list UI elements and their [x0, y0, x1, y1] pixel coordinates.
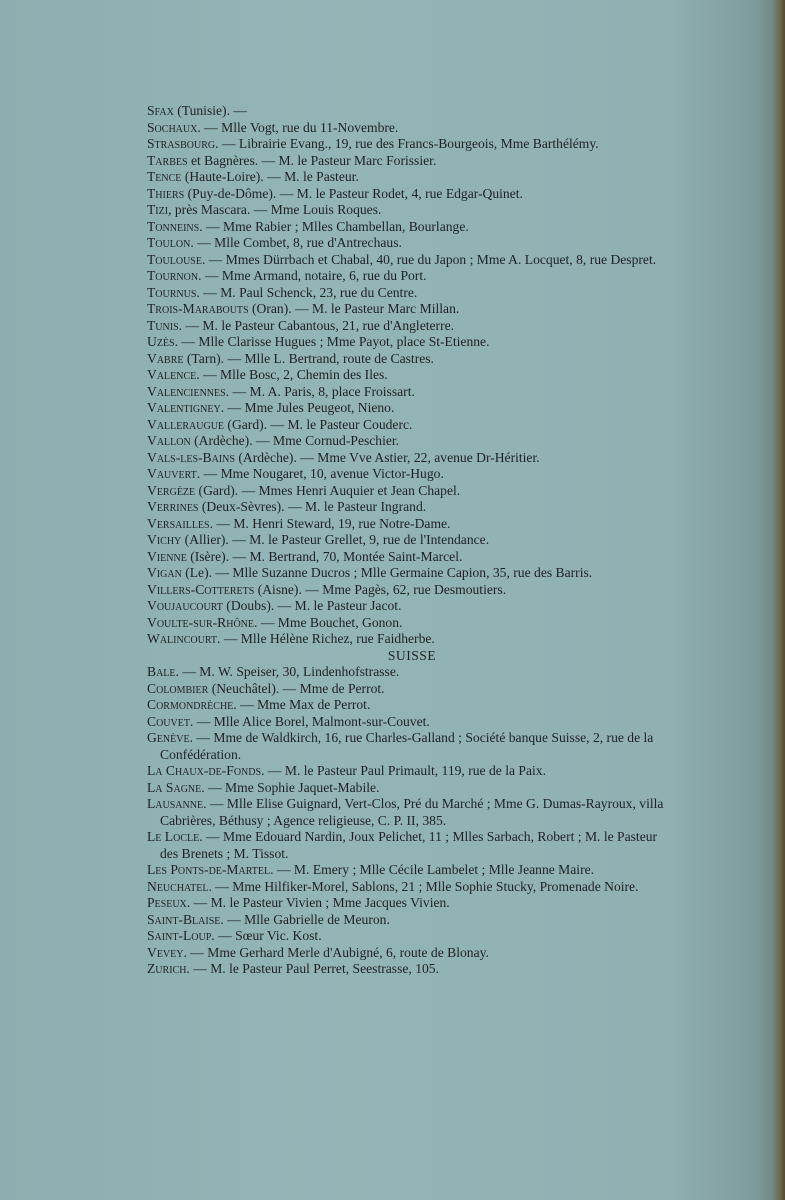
- entry-place: Valleraugue: [147, 416, 225, 432]
- entry-place: Tournus: [147, 284, 197, 300]
- entry-place: Villers-Cotterets: [147, 581, 255, 597]
- entry-details: . — Mme de Waldkirch, 16, rue Charles-Galland ; Société banque Suisse, 2, rue de la Confédération.: [160, 730, 654, 762]
- entry-details: . — Mme Hilfiker-Morel, Sablons, 21 ; Mlle Sophie Stucky, Promenade Noire.: [208, 878, 639, 894]
- entry-details: (Le). — Mlle Suzanne Ducros ; Mlle Germaine Capion, 35, rue des Barris.: [181, 565, 593, 580]
- directory-entry: [147, 565, 677, 582]
- directory-entry: [147, 763, 677, 780]
- entry-details: (Deux-Sèvres). — M. le Pasteur Ingrand.: [198, 499, 427, 514]
- entry-place: Tunis: [147, 317, 179, 333]
- entry-place: Bale: [147, 664, 176, 679]
- entry-details: (Puy-de-Dôme). — M. le Pasteur Rodet, 4, rue Edgar-Quinet.: [184, 185, 523, 201]
- entry-place: La Chaux-de-Fonds: [147, 763, 262, 778]
- directory-entry: [147, 103, 677, 120]
- entry-details: . — Mlle Gabrielle de Meuron.: [220, 911, 390, 927]
- suisse-entries: [147, 664, 677, 978]
- entry-details: . — M. Emery ; Mlle Cécile Lambelet ; Mlle Jeanne Maire.: [270, 862, 595, 877]
- entry-details: . — Mmes Dürrbach et Chabal, 40, rue du Japon ; Mme A. Locquet, 8, rue Despret.: [201, 251, 657, 267]
- directory-entry: [147, 400, 677, 417]
- entry-place: Genève: [147, 730, 190, 745]
- directory-entry: [147, 136, 677, 153]
- entry-place: Vichy: [147, 532, 182, 547]
- directory-entry: [147, 367, 677, 384]
- entry-place: Toulouse: [147, 251, 202, 267]
- entry-place: Trois-Marabouts: [147, 301, 249, 316]
- entry-place: Vevey: [147, 944, 184, 960]
- entry-place: Uzès: [147, 334, 175, 349]
- directory-entry: [147, 169, 677, 186]
- directory-entry: [147, 417, 677, 434]
- entry-details: (Allier). — M. le Pasteur Grellet, 9, rue de l'Intendance.: [181, 532, 490, 547]
- directory-entry: [147, 120, 677, 137]
- entry-place: Neuchatel: [147, 878, 209, 894]
- entry-place: Saint-Blaise: [147, 911, 221, 927]
- directory-entry: [147, 829, 677, 862]
- entry-details: . — Mlle Bosc, 2, Chemin des Iles.: [196, 367, 388, 382]
- directory-entry: [147, 301, 677, 318]
- entry-place: Verrines: [147, 499, 199, 514]
- entry-details: . — Mme Nougaret, 10, avenue Victor-Hugo.: [196, 466, 444, 481]
- entry-place: Vienne: [147, 548, 187, 564]
- directory-entry: [147, 219, 677, 236]
- entry-place: La Sagne: [147, 779, 202, 795]
- entry-details: . — M. le Pasteur Paul Perret, Seestrasse, 105.: [186, 961, 439, 976]
- entry-details: (Gard). — M. le Pasteur Couderc.: [224, 416, 413, 432]
- entry-details: . — M. Paul Schenck, 23, rue du Centre.: [196, 284, 418, 300]
- entry-details: . — Mme Armand, notaire, 6, rue du Port.: [198, 268, 427, 283]
- entry-details: (Tarn). — Mlle L. Bertrand, route de Castres.: [183, 350, 434, 366]
- directory-entry: [147, 433, 677, 450]
- entry-place: Cormondrèche: [147, 697, 234, 712]
- directory-entry: [147, 598, 677, 615]
- entry-details: . — M. le Pasteur Cabantous, 21, rue d'Angleterre.: [178, 317, 455, 333]
- entry-details: . — Mlle Combet, 8, rue d'Antrechaus.: [190, 235, 402, 250]
- entry-details: (Neuchâtel). — Mme de Perrot.: [208, 680, 385, 696]
- entry-place: Walincourt: [147, 631, 218, 646]
- entry-details: , près Mascara. — Mme Louis Roques.: [168, 202, 382, 217]
- entry-place: Sochaux: [147, 119, 198, 135]
- entry-place: Valence: [147, 367, 197, 382]
- directory-entry: [147, 895, 677, 912]
- directory-entry: [147, 615, 677, 632]
- directory-entry: [147, 318, 677, 335]
- entry-details: (Doubs). — M. le Pasteur Jacot.: [222, 598, 402, 613]
- entry-place: Vabre: [147, 350, 184, 366]
- entry-details: . — Mlle Elise Guignard, Vert-Clos, Pré du Marché ; Mme G. Dumas-Rayroux, villa Cabrières, Béthusy ; Agence religieuse, C. P. II, 385.: [160, 796, 664, 828]
- entry-details: . — M. W. Speiser, 30, Lindenhofstrasse.: [175, 664, 400, 679]
- entry-place: Strasbourg: [147, 136, 216, 151]
- entry-details: (Ardèche). — Mme Cornud-Peschier.: [190, 433, 400, 448]
- entry-place: Peseux: [147, 895, 187, 910]
- directory-entry: [147, 961, 677, 978]
- entry-place: Toulon: [147, 235, 191, 250]
- entry-place: Vallon: [147, 433, 191, 448]
- directory-entry: [147, 862, 677, 879]
- directory-entry: [147, 631, 677, 648]
- entry-details: . — Mme Bouchet, Gonon.: [254, 614, 403, 630]
- entry-place: Tarbes: [147, 152, 188, 168]
- directory-entry: [147, 384, 677, 401]
- directory-entry: [147, 928, 677, 945]
- entry-details: . — M. Henri Steward, 19, rue Notre-Dame.: [209, 515, 451, 531]
- directory-entry: [147, 664, 677, 681]
- directory-entry: [147, 499, 677, 516]
- entry-details: . — Mlle Alice Borel, Malmont-sur-Couvet.: [189, 713, 430, 729]
- directory-entry: [147, 351, 677, 368]
- directory-entry: [147, 532, 677, 549]
- entry-details: (Haute-Loire). — M. le Pasteur.: [181, 169, 359, 184]
- section-heading-suisse: SUISSE: [387, 647, 437, 663]
- directory-list: [147, 103, 677, 978]
- entry-details: . — Mlle Vogt, rue du 11-Novembre.: [197, 119, 399, 135]
- directory-entry: [147, 879, 677, 896]
- directory-entry: [147, 235, 677, 252]
- directory-entry: [147, 186, 677, 203]
- entry-details: . — M. le Pasteur Vivien ; Mme Jacques Vivien.: [186, 895, 450, 910]
- directory-entry: [147, 202, 677, 219]
- entry-place: Tournon: [147, 268, 199, 283]
- entry-details: . — Mme Edouard Nardin, Joux Pelichet, 11 ; Mlles Sarbach, Robert ; M. le Pasteur des Brenets ; M. Tissot.: [160, 829, 658, 861]
- directory-entry: [147, 268, 677, 285]
- entry-details: . — Mlle Clarisse Hugues ; Mme Payot, place St-Etienne.: [174, 334, 490, 349]
- directory-entry: [147, 450, 677, 467]
- directory-entry: [147, 334, 677, 351]
- entry-details: (Ardèche). — Mme Vve Astier, 22, avenue Dr-Héritier.: [234, 449, 540, 465]
- directory-entry: [147, 285, 677, 302]
- entry-details: (Tunisie). —: [173, 103, 247, 118]
- entry-details: (Gard). — Mmes Henri Auquier et Jean Chapel.: [195, 482, 461, 498]
- entry-details: . — Mme Max de Perrot.: [233, 697, 371, 712]
- entry-place: Vigan: [147, 565, 182, 580]
- entry-place: Tizi: [147, 202, 169, 217]
- directory-entry: [147, 466, 677, 483]
- directory-entry: [147, 912, 677, 929]
- entry-details: (Aisne). — Mme Pagès, 62, rue Desmoutiers.: [254, 581, 507, 597]
- entry-details: et Bagnères. — M. le Pasteur Marc Forissier.: [187, 152, 437, 168]
- directory-entry: [147, 483, 677, 500]
- entry-place: Thiers: [147, 185, 185, 201]
- directory-entry: [147, 252, 677, 269]
- directory-entry: [147, 945, 677, 962]
- entry-place: Lausanne: [147, 796, 204, 811]
- entry-place: Tonneins: [147, 218, 200, 234]
- directory-entry: [147, 796, 677, 829]
- entry-details: . — Mlle Hélène Richez, rue Faidherbe.: [217, 631, 435, 646]
- entry-details: . — Mme Sophie Jaquet-Mabile.: [201, 779, 380, 795]
- directory-entry: [147, 780, 677, 797]
- directory-entry: [147, 516, 677, 533]
- page-edge: [771, 0, 785, 1200]
- entry-place: Zurich: [147, 961, 187, 976]
- entry-place: Tence: [147, 169, 182, 184]
- entry-details: . — Librairie Evang., 19, rue des Francs-Bourgeois, Mme Barthélémy.: [215, 136, 599, 151]
- entry-place: Vauvert: [147, 466, 197, 481]
- directory-entry: [147, 714, 677, 731]
- directory-entry: [147, 681, 677, 698]
- directory-entry: [147, 697, 677, 714]
- entry-place: Couvet: [147, 713, 190, 729]
- directory-entry: [147, 549, 677, 566]
- entry-place: Valentigney: [147, 400, 221, 415]
- entry-place: Valenciennes: [147, 383, 226, 399]
- directory-entry: [147, 730, 677, 763]
- entry-details: . — Sœur Vic. Kost.: [211, 928, 322, 943]
- entry-place: Voujaucourt: [147, 598, 223, 613]
- entry-details: . — Mme Jules Peugeot, Nieno.: [220, 400, 395, 415]
- entry-details: (Oran). — M. le Pasteur Marc Millan.: [248, 301, 460, 316]
- entry-place: Saint-Loup: [147, 928, 212, 943]
- entry-details: . — Mme Gerhard Merle d'Aubigné, 6, route de Blonay.: [183, 944, 489, 960]
- entry-details: . — M. le Pasteur Paul Primault, 119, rue de la Paix.: [261, 763, 546, 778]
- directory-entry: [147, 582, 677, 599]
- entry-details: (Isère). — M. Bertrand, 70, Montée Saint-Marcel.: [186, 548, 463, 564]
- entry-place: Les Ponts-de-Martel: [147, 862, 271, 877]
- entry-details: . — M. A. Paris, 8, place Froissart.: [225, 383, 415, 399]
- entry-place: Colombier: [147, 680, 209, 696]
- entry-place: Le Locle: [147, 829, 200, 844]
- entry-details: . — Mme Rabier ; Mlles Chambellan, Bourlange.: [199, 218, 469, 234]
- entry-place: Vergèze: [147, 482, 196, 498]
- entry-place: Versailles: [147, 515, 210, 531]
- entry-place: Voulte-sur-Rhône: [147, 614, 255, 630]
- entry-place: Vals-les-Bains: [147, 449, 235, 465]
- france-entries: [147, 103, 677, 648]
- entry-place: Sfax: [147, 103, 174, 118]
- directory-entry: [147, 153, 677, 170]
